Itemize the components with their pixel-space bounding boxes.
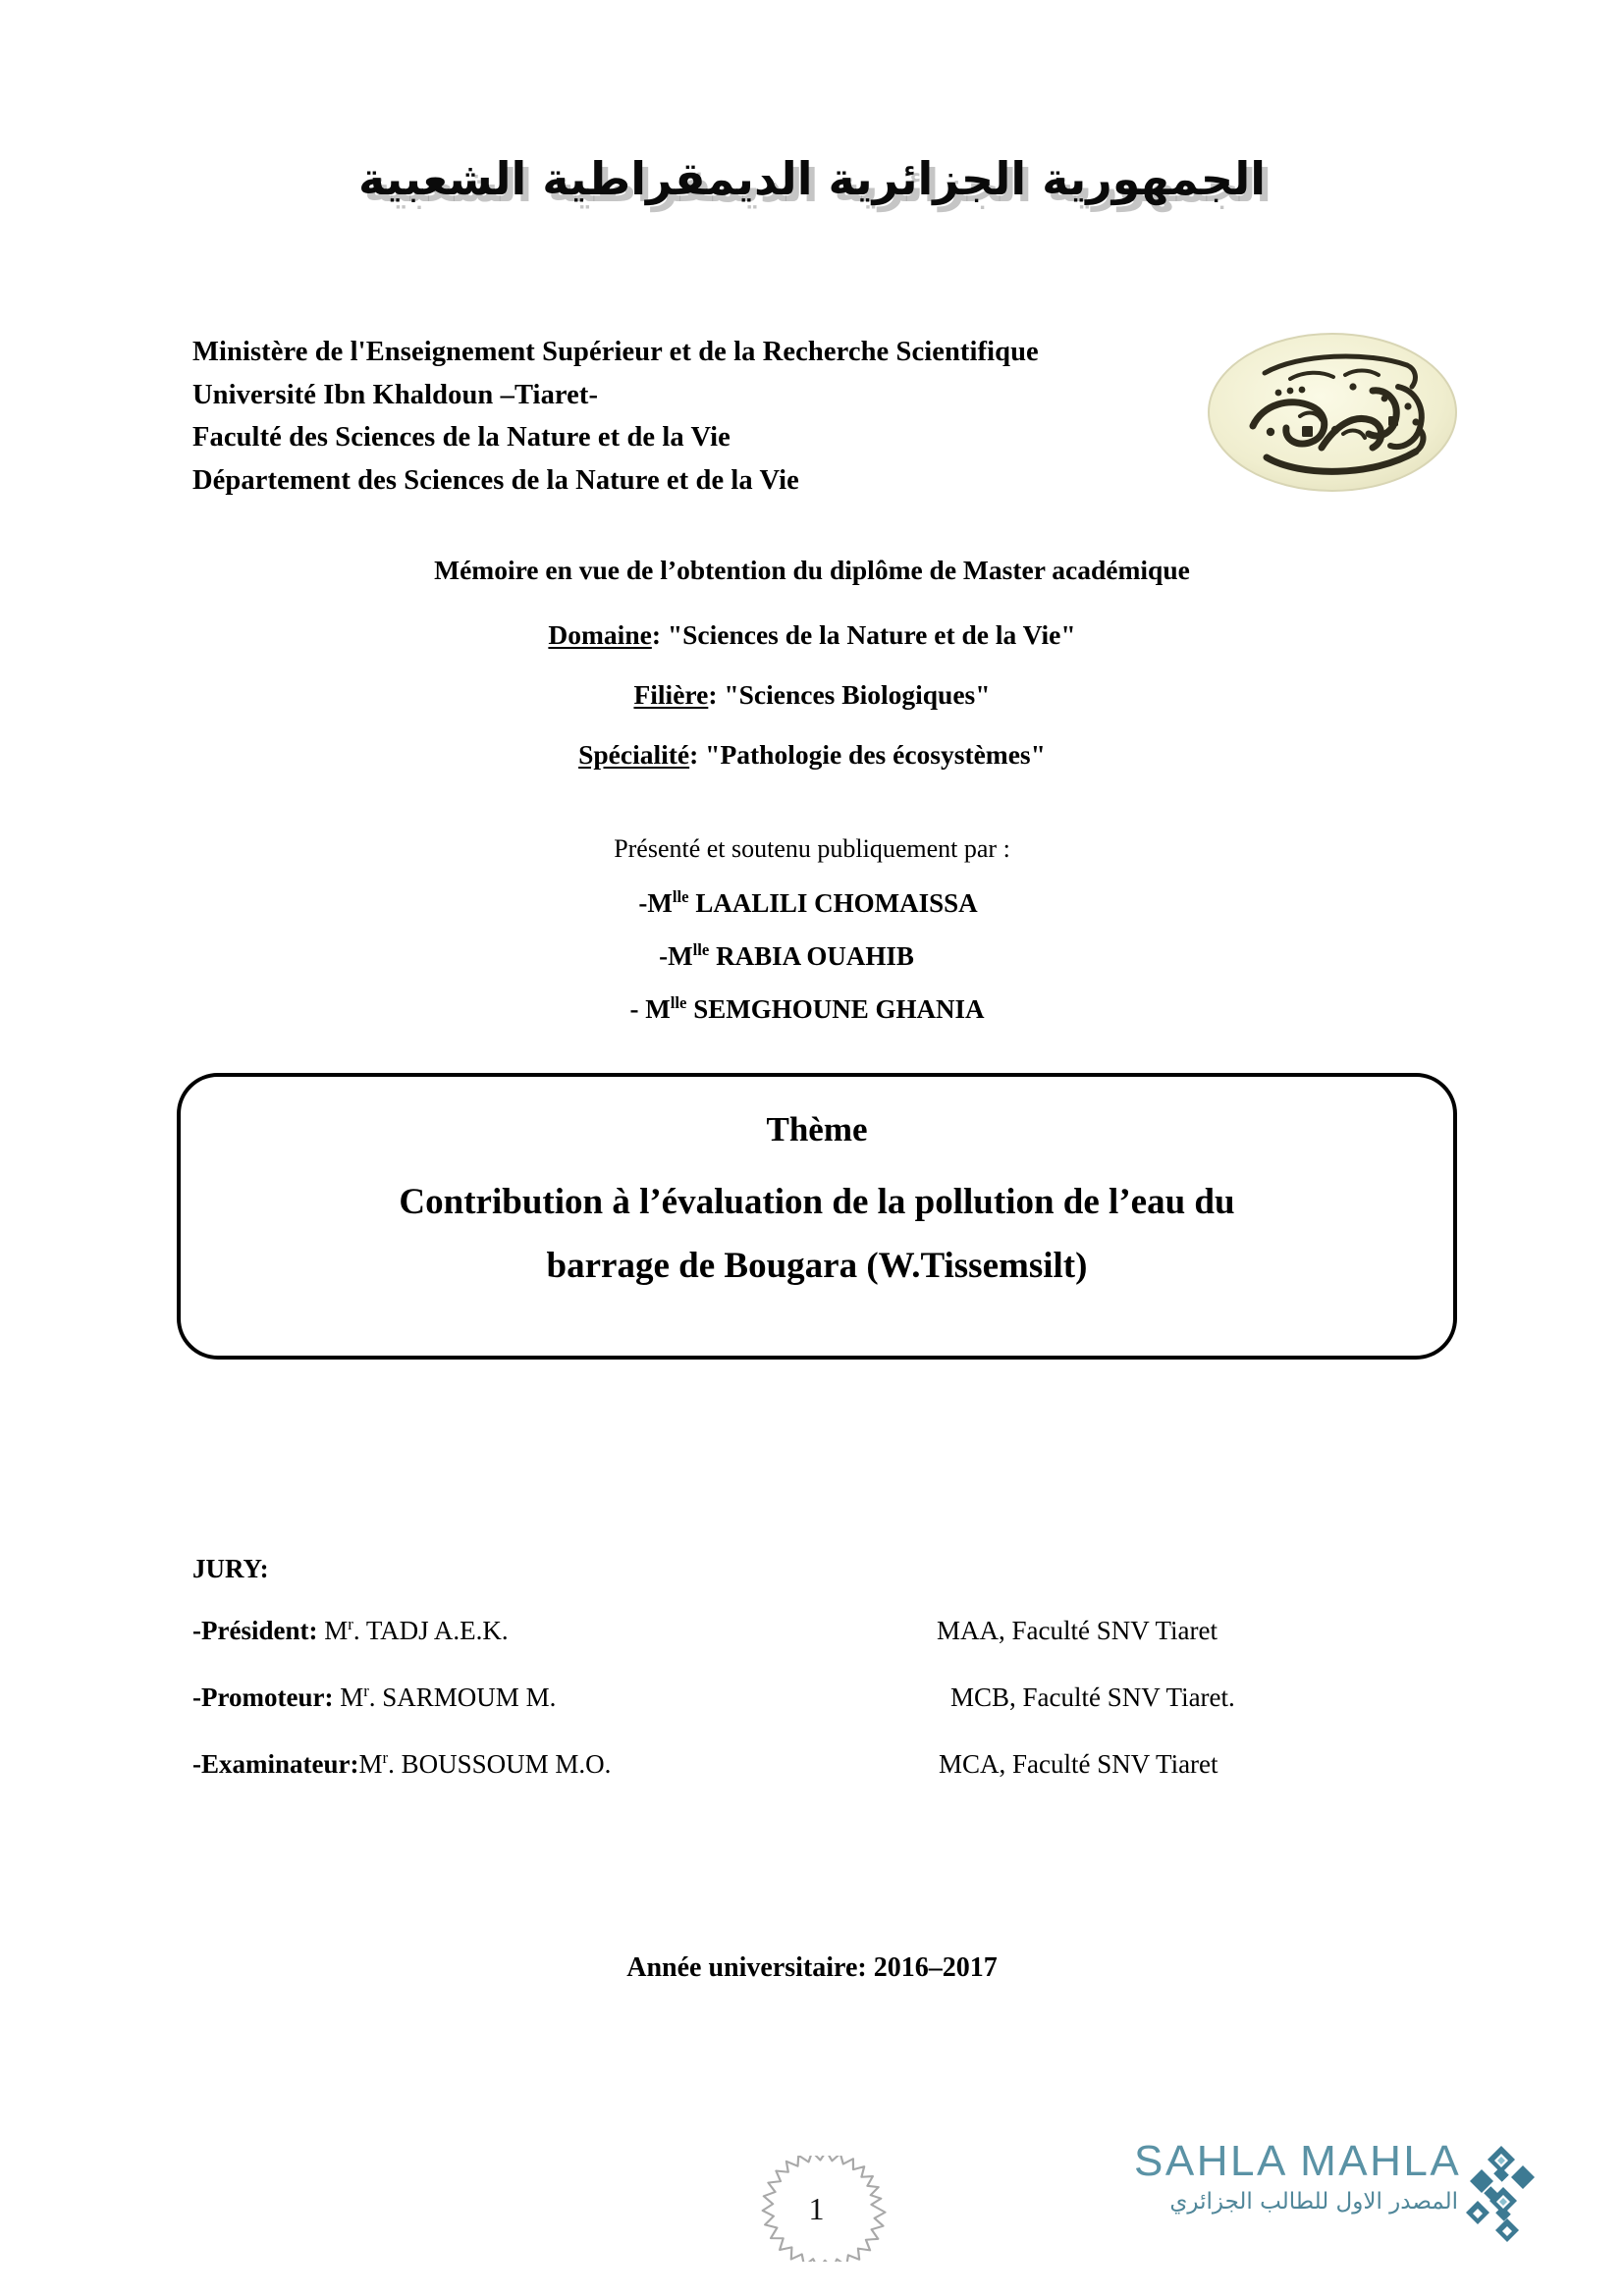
student-name: [0, 941, 1624, 972]
jury-person: [317, 1616, 508, 1645]
student-fullname: LAALILI CHOMAISSA: [688, 888, 978, 918]
filiere-line: [0, 679, 1624, 711]
jury-role: -Président:: [192, 1616, 318, 1645]
jury-person-name: . TADJ A.E.K.: [352, 1616, 509, 1645]
national-header-arabic: الجمهورية الجزائرية الديمقراطية الشعبية: [357, 152, 1267, 205]
student-name: [0, 994, 1624, 1025]
student-fullname: SEMGHOUNE GHANIA: [686, 994, 985, 1024]
ministry-block: [192, 331, 1174, 502]
jury-heading: JURY:: [192, 1554, 269, 1583]
specialite-value: : "Pathologie des écosystèmes": [689, 739, 1046, 770]
degree-block: [0, 555, 1624, 799]
domaine-label: Domaine: [548, 619, 652, 650]
ministry-line-1: Ministère de l'Enseignement Supérieur et de la Recherche Scientifique: [192, 337, 1039, 367]
theme-title: [181, 1171, 1453, 1299]
memoire-line: Mémoire en vue de l’obtention du diplôme de Master académique: [434, 555, 1190, 585]
domaine-value: : "Sciences de la Nature et de la Vie": [651, 619, 1076, 650]
student-honorific-sup: lle: [672, 887, 689, 906]
jury-section: [192, 1554, 1400, 1816]
jury-person-prefix: M: [358, 1749, 383, 1779]
academic-year: Année universitaire: 2016–2017: [626, 1952, 998, 1983]
jury-rank: MCA, Faculté SNV Tiaret: [939, 1749, 1218, 1779]
theme-title-line-1: Contribution à l’évaluation de la pollution de l’eau du: [399, 1182, 1235, 1222]
university-seal-logo: [1206, 332, 1459, 494]
jury-role: -Examinateur:: [192, 1749, 359, 1779]
student-prefix: - M: [629, 994, 671, 1024]
jury-person-prefix: M: [317, 1616, 349, 1645]
specialite-label: Spécialité: [578, 739, 690, 770]
jury-role: -Promoteur:: [192, 1682, 334, 1712]
page-number-badge: [746, 2156, 887, 2262]
theme-label: Thème: [766, 1110, 868, 1148]
student-honorific-sup: lle: [692, 940, 710, 959]
berber-diamond-icon: [1458, 2144, 1537, 2246]
jury-person-name: . BOUSSOUM M.O.: [388, 1749, 612, 1779]
student-fullname: RABIA OUAHIB: [709, 941, 914, 971]
jury-person: [358, 1749, 611, 1779]
jury-rank: MCB, Faculté SNV Tiaret.: [950, 1682, 1235, 1712]
jury-row: [192, 1749, 1400, 1783]
theme-box: [177, 1073, 1457, 1360]
page-number: 1: [808, 2190, 825, 2226]
jury-person: [333, 1682, 556, 1712]
jury-honorific-sup: r: [348, 1615, 353, 1633]
jury-honorific-sup: r: [382, 1748, 389, 1767]
specialite-line: [0, 739, 1624, 771]
jury-person-prefix: M: [333, 1682, 364, 1712]
domaine-line: [0, 619, 1624, 651]
jury-honorific-sup: r: [363, 1682, 369, 1700]
jury-row: [192, 1682, 1400, 1716]
ministry-line-4: Département des Sciences de la Nature et de la Vie: [192, 464, 799, 496]
student-honorific-sup: lle: [670, 993, 687, 1012]
sahla-mahla-watermark: [1134, 2137, 1546, 2258]
jury-rank: MAA, Faculté SNV Tiaret: [937, 1616, 1218, 1645]
watermark-brand-text: SAHLA MAHLA: [1134, 2137, 1462, 2185]
student-name: [0, 888, 1624, 919]
watermark-arabic-tagline: المصدر الاول للطالب الجزائري: [1169, 2189, 1458, 2215]
filiere-value: : "Sciences Biologiques": [708, 679, 991, 710]
jury-row: [192, 1616, 1400, 1649]
presented-by-intro: Présenté et soutenu publiquement par :: [614, 834, 1010, 863]
student-names-list: [0, 888, 1624, 1047]
ministry-line-2: Université Ibn Khaldoun –Tiaret-: [192, 379, 599, 410]
student-prefix: -M: [638, 888, 673, 918]
jury-person-name: . SARMOUM M.: [368, 1682, 557, 1712]
filiere-label: Filière: [633, 679, 709, 710]
ministry-line-3: Faculté des Sciences de la Nature et de la Vie: [192, 422, 731, 454]
theme-title-line-2: barrage de Bougara (W.Tissemsilt): [546, 1245, 1088, 1286]
student-prefix: -M: [659, 941, 693, 971]
